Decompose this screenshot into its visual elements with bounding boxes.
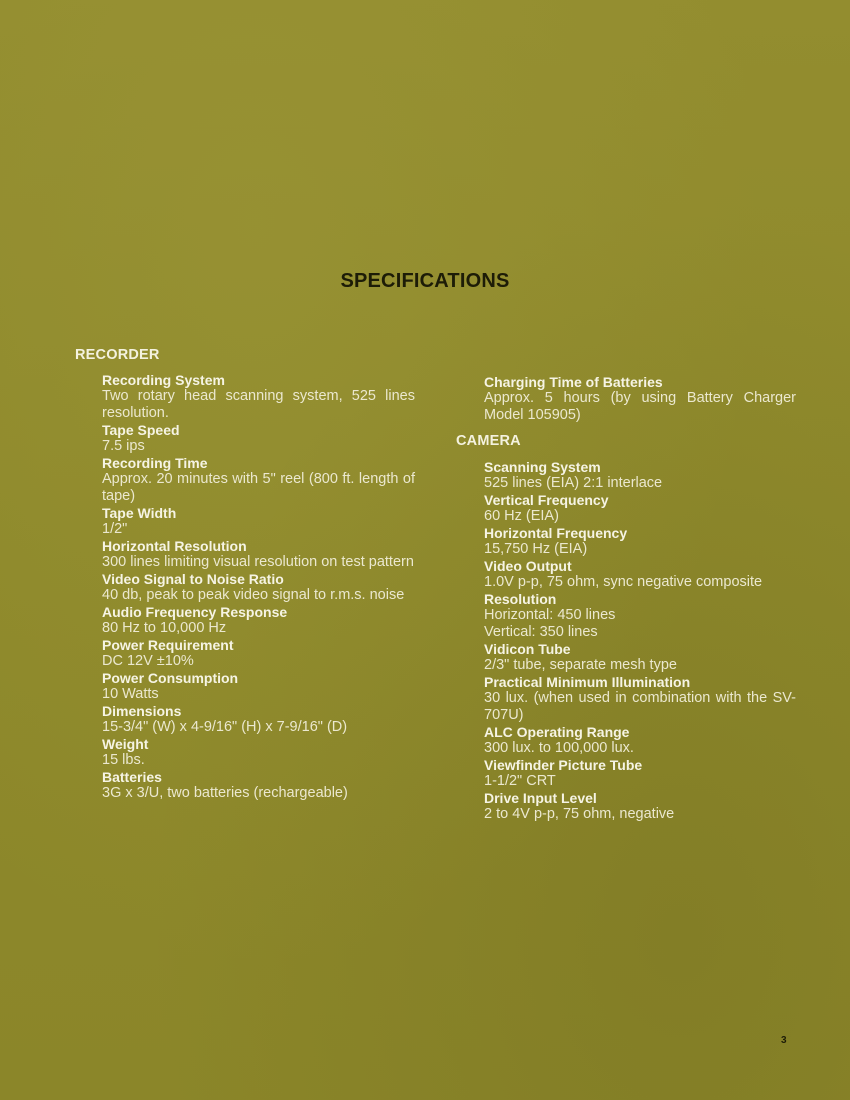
spec-value: 30 lux. (when used in combination with the SV-707U) (484, 690, 796, 723)
spec-value: 10 Watts (102, 686, 159, 702)
spec-minimum-illumination (484, 674, 796, 724)
spec-recording-time (102, 455, 415, 505)
spec-resolution (484, 591, 796, 641)
spec-value: 1-1/2" CRT (484, 773, 556, 789)
spec-label: Viewfinder Picture Tube (484, 757, 643, 773)
spec-label: Drive Input Level (484, 790, 597, 806)
spec-label: Power Consumption (102, 670, 239, 686)
recorder-heading: RECORDER (75, 347, 160, 363)
spec-value: 1.0V p-p, 75 ohm, sync negative composite (484, 574, 763, 590)
spec-value: DC 12V ±10% (102, 653, 194, 669)
spec-horizontal-resolution (102, 538, 415, 571)
spec-value: 300 lines limiting visual resolution on test pattern (102, 554, 414, 570)
spec-label: Dimensions (102, 703, 182, 719)
spec-power-consumption (102, 670, 415, 703)
spec-horizontal-frequency (484, 525, 796, 558)
spec-label: Charging Time of Batteries (484, 374, 663, 390)
spec-label: Vertical Frequency (484, 492, 609, 508)
spec-label: Recording System (102, 372, 225, 388)
spec-batteries (102, 769, 415, 802)
spec-vidicon-tube (484, 641, 796, 674)
spec-value-horizontal: Horizontal: 450 lines (484, 607, 616, 623)
spec-weight (102, 736, 415, 769)
spec-value-vertical: Vertical: 350 lines (484, 624, 598, 640)
spec-value: Two rotary head scanning system, 525 lines resolution. (102, 388, 415, 421)
spec-value: 15,750 Hz (EIA) (484, 541, 588, 557)
spec-value: 525 lines (EIA) 2:1 interlace (484, 475, 663, 491)
spec-label: Recording Time (102, 455, 208, 471)
spec-label: Resolution (484, 591, 557, 607)
spec-value: 2 to 4V p-p, 75 ohm, negative (484, 806, 675, 822)
spec-alc-operating-range (484, 724, 796, 757)
spec-video-output (484, 558, 796, 591)
spec-vertical-frequency (484, 492, 796, 525)
spec-audio-frequency-response (102, 604, 415, 637)
spec-video-signal-noise-ratio (102, 571, 415, 604)
spec-value: 2/3" tube, separate mesh type (484, 657, 677, 673)
spec-label: Vidicon Tube (484, 641, 571, 657)
spec-value: 7.5 ips (102, 438, 145, 454)
page-number: 3 (781, 1035, 787, 1046)
spec-recording-system (102, 372, 415, 422)
spec-value: 15 lbs. (102, 752, 145, 768)
camera-heading: CAMERA (456, 433, 521, 449)
spec-label: Batteries (102, 769, 162, 785)
spec-drive-input-level (484, 790, 796, 823)
spec-value: Approx. 20 minutes with 5" reel (800 ft. length of tape) (102, 471, 415, 504)
spec-label: Video Output (484, 558, 572, 574)
spec-label: Video Signal to Noise Ratio (102, 571, 284, 587)
spec-tape-width (102, 505, 415, 538)
spec-label: Practical Minimum Illumination (484, 674, 691, 690)
spec-label: ALC Operating Range (484, 724, 630, 740)
spec-label: Tape Width (102, 505, 177, 521)
charging-spec-block (484, 374, 796, 424)
spec-label: Scanning System (484, 459, 601, 475)
spec-tape-speed (102, 422, 415, 455)
page-title: SPECIFICATIONS (340, 270, 510, 292)
spec-label: Horizontal Resolution (102, 538, 247, 554)
spec-value: 40 db, peak to peak video signal to r.m.s. noise (102, 587, 405, 603)
spec-label: Tape Speed (102, 422, 180, 438)
spec-power-requirement (102, 637, 415, 670)
spec-charging-time (484, 374, 796, 424)
spec-label: Horizontal Frequency (484, 525, 628, 541)
spec-value: 80 Hz to 10,000 Hz (102, 620, 227, 636)
camera-specs (484, 459, 796, 823)
spec-value: 300 lux. to 100,000 lux. (484, 740, 634, 756)
spec-dimensions (102, 703, 415, 736)
spec-value: Approx. 5 hours (by using Battery Charger Model 105905) (484, 390, 796, 423)
recorder-specs (102, 372, 415, 802)
spec-label: Audio Frequency Response (102, 604, 288, 620)
spec-value: 15-3/4" (W) x 4-9/16" (H) x 7-9/16" (D) (102, 719, 348, 735)
spec-scanning-system (484, 459, 796, 492)
spec-label: Weight (102, 736, 149, 752)
spec-label: Power Requirement (102, 637, 234, 653)
spec-value: 3G x 3/U, two batteries (rechargeable) (102, 785, 348, 801)
spec-value: 60 Hz (EIA) (484, 508, 559, 524)
spec-value: 1/2" (102, 521, 128, 537)
spec-viewfinder-tube (484, 757, 796, 790)
